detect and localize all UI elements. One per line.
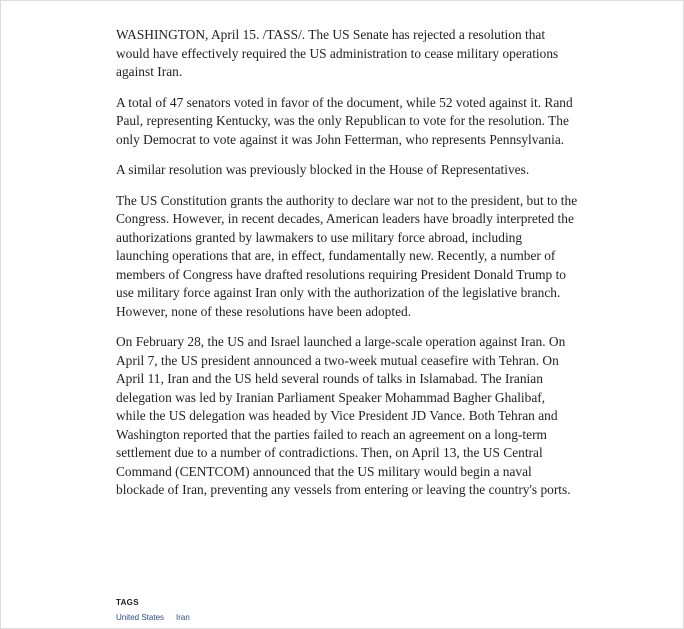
tags-section: [116, 598, 190, 622]
article-paragraph-constitution: The US Constitution grants the authority to declare war not to the president, but to the Congress. However, in recent decades, American leaders have broadly interpreted the authorizations granted by lawmakers to use military force abroad, including launching operations that are, in effect, fundamentally new. Recently, a number of members of Congress have drafted resolutions requiring President Donald Trump to use military force against Iran only with the authorization of the legislative branch. However, none of these resolutions have been adopted.: [116, 192, 578, 319]
tag-link-iran[interactable]: Iran: [176, 613, 190, 622]
article-paragraph-background: On February 28, the US and Israel launched a large-scale operation against Iran. On April 7, the US president announced a two-week mutual ceasefire with Tehran. On April 11, Iran and the US held several rounds of talks in Islamabad. The Iranian delegation was led by Iranian Parliament Speaker Mohammad Bagher Ghalibaf, while the US delegation was headed by Vice President JD Vance. Both Tehran and Washington reported that the parties failed to reach an agreement on a long-term settlement due to a number of contradictions. Then, on April 13, the US Central Command (CENTCOM) announced that the US military would begin a naval blockade of Iran, preventing any vessels from entering or leaving the country's ports.: [116, 334, 571, 497]
tag-list: [116, 613, 190, 622]
tags-heading: TAGS: [116, 598, 139, 607]
article-paragraph-vote: A total of 47 senators voted in favor of the document, while 52 voted against it. Rand Paul, representing Kentucky, was the only Republican to vote for the resolution. The only Democrat to vote against it was John Fetterman, who represents Pennsylvania.: [116, 94, 573, 147]
article-body: [116, 26, 578, 512]
article-paragraph-dateline: WASHINGTON, April 15. /TASS/. The US Senate has rejected a resolution that would have effectively required the US administration to cease military operations against Iran.: [116, 27, 559, 79]
tag-link-united-states[interactable]: United States: [116, 613, 165, 622]
article-paragraph-house: A similar resolution was previously blocked in the House of Representatives.: [116, 162, 530, 177]
